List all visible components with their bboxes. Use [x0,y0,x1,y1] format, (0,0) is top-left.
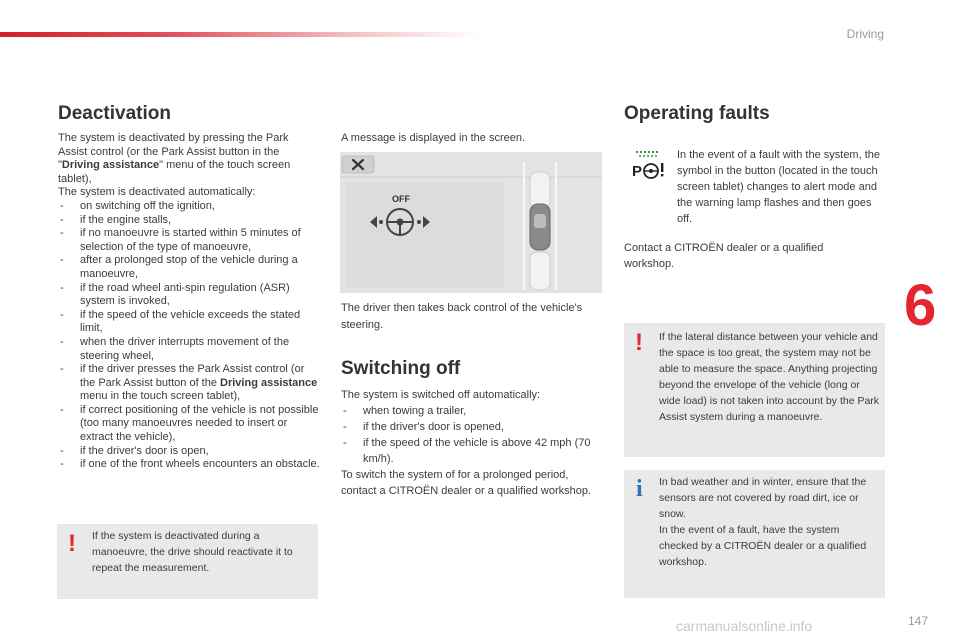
deactivation-heading: Deactivation [58,103,171,124]
list-item: - on switching off the ignition, [58,200,320,214]
chapter-title: Driving [846,27,884,41]
note-text: If the lateral distance between your vehicle and the space is too great, the system may not be able to measure the space. Anything projecting beyond the envelope of the vehicle (long or wide load) is not taken into account by the Park Assist system during a manoeuvre. [659,331,880,423]
chapter-number: 6 [904,273,937,338]
switching-off-list [341,403,603,467]
watermark: carmanualsonline.info [676,618,813,634]
note-text: If the system is deactivated during a manoeuvre, the drive should reactivate it to repeat the measurement. [92,530,293,574]
fault-contact-text: Contact a CITROËN dealer or a qualified workshop. [624,242,824,270]
park-assist-fault-icon [630,148,666,182]
top-accent-bar [0,32,480,37]
operating-faults-heading: Operating faults [624,103,770,124]
list-item: - if the speed of the vehicle exceeds the stated limit, [58,309,320,336]
switching-off-intro: The system is switched off automatically: [341,389,541,401]
switching-off-body [341,387,603,499]
steering-text: The driver then takes back control of the vehicle's steering. [341,302,583,331]
warning-exclamation-icon: ! [635,329,643,356]
switching-off-heading: Switching off [341,358,461,379]
screen-illustration [340,152,602,293]
lateral-distance-warning-note [624,323,885,457]
list-item: - if correct positioning of the vehicle is not possible (too many manoeuvres needed to insert or extract the vehicle), [58,404,320,445]
list-item: - if one of the front wheels encounters an obstacle. [58,458,320,472]
list-item: - if the road wheel anti-spin regulation (ASR) system is invoked, [58,282,320,309]
deactivation-body [58,132,320,472]
message-text: A message is displayed in the screen. [341,132,526,144]
list-item: - if the driver's door is open, [58,445,320,459]
page-number: 147 [908,614,929,628]
deactivation-auto-text: The system is deactivated automatically: [58,186,256,199]
list-item: - if the driver presses the Park Assist control (or the Park Assist button of the Driving assistance menu in the touch screen tablet), [58,363,320,404]
info-icon: i [636,476,643,502]
list-item: - if the driver's door is opened, [341,419,603,435]
fault-description: In the event of a fault with the system, the symbol in the button (located in the touch screen tablet) changes to alert mode and the warning lamp flashes and then goes off. [677,149,881,225]
list-item: - after a prolonged stop of the vehicle during a manoeuvre, [58,254,320,281]
list-item: - if the speed of the vehicle is above 42 mph (70 km/h). [341,435,603,467]
park-assist-screen-image [340,152,602,293]
list-item: - if the engine stalls, [58,214,320,228]
bad-weather-info-note [624,470,885,598]
list-item: - when the driver interrupts movement of the steering wheel, [58,336,320,363]
deactivation-warning-note [57,524,318,599]
list-item: - when towing a trailer, [341,403,603,419]
list-item: - if no manoeuvre is started within 5 minutes of selection of the type of manoeuvre, [58,227,320,254]
screen-off-label: OFF [392,194,410,204]
fault-icon-letter: P [632,163,643,180]
switching-off-outro: To switch the system of for a prolonged period, contact a CITROËN dealer or a qualified workshop. [341,469,592,497]
warning-exclamation-icon: ! [68,530,76,557]
deactivation-list [58,200,320,472]
deactivation-intro: The system is deactivated by pressing the Park Assist control (or the Park Assist button in the "Driving assistance" menu of the touch screen tablet), [58,132,291,185]
note-text: In bad weather and in winter, ensure that the sensors are not covered by road dirt, ice or snow. In the event of a fault, have the system checked by a CITROËN dealer or a qualified workshop. [659,476,867,568]
